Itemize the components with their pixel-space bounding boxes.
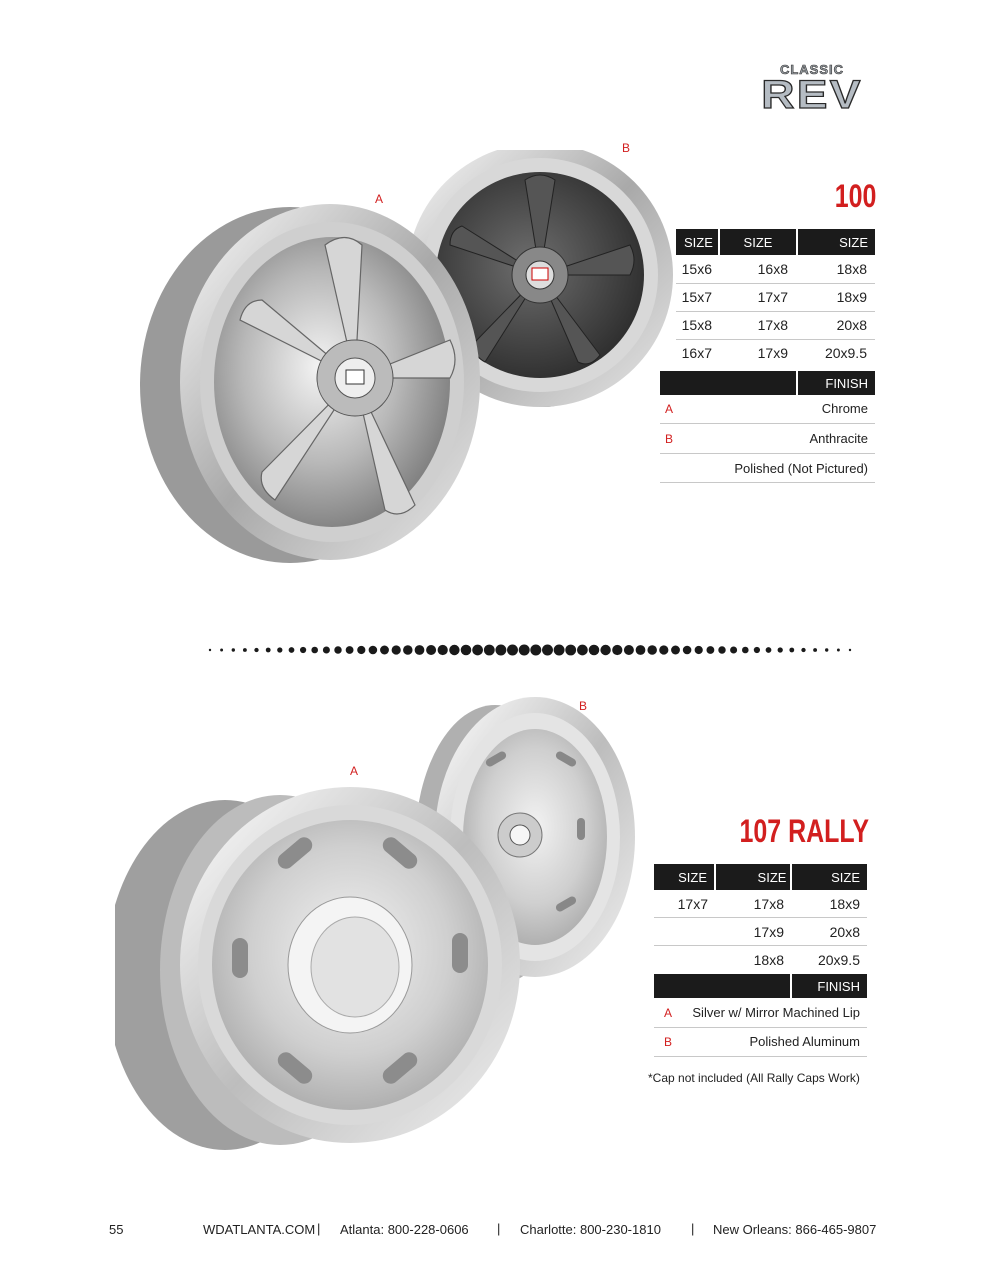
divider-dot [825,648,828,651]
size-header: SIZE [654,864,714,890]
divider-dot [495,645,506,656]
divider-dot [209,649,211,651]
wheel-a-chrome [140,204,480,563]
size-cell: 20x8 [829,924,860,940]
image-label-b: B [622,141,631,155]
size-cell: 17x7 [757,289,788,305]
product-title-107-rally: 107 RALLY [739,813,869,849]
divider-dot [519,645,530,656]
row-divider [676,311,875,312]
footer-atlanta-phone[interactable]: Atlanta: 800-228-0606 [340,1222,469,1237]
size-cell: 15x7 [681,289,712,305]
finish-letter-a: A [664,1006,673,1020]
divider-dot [426,645,436,655]
finish-polished: Polished (Not Pictured) [734,461,868,476]
size-cell: 17x8 [757,317,788,333]
divider-dot [754,647,760,653]
row-divider [654,1056,867,1057]
size-cell: 16x7 [681,345,712,361]
divider-dot [837,649,840,652]
finish-chrome: Chrome [821,401,868,416]
divider-dot [311,647,318,654]
divider-dot [449,645,459,655]
divider-dot [484,645,495,656]
finish-polished-aluminum: Polished Aluminum [749,1034,860,1049]
divider-dot [849,649,851,651]
section-divider [205,640,855,660]
divider-dot [778,647,783,652]
divider-dot [554,645,565,656]
divider-dot [577,645,588,656]
size-header: SIZE [720,229,796,255]
size-cell: 20x8 [836,317,867,333]
divider-dot [472,645,483,656]
divider-dot [357,646,365,654]
size-cell: 15x8 [681,317,712,333]
divider-dot [589,645,600,656]
logo-bottom-text: REV [761,73,863,117]
row-divider [654,1027,867,1028]
divider-dot [334,646,341,653]
size-cell: 17x8 [753,896,784,912]
divider-dot [300,647,306,653]
divider-dot [289,647,295,653]
divider-dot [659,645,668,654]
divider-dot [530,645,541,656]
divider-dot [801,648,805,652]
divider-dot [277,647,282,652]
divider-dot [612,645,622,655]
divider-dot [220,649,223,652]
logo-top-text: CLASSIC [779,62,845,77]
divider-dot [507,645,518,656]
size-cell: 17x9 [753,924,784,940]
size-header: SIZE [798,229,875,255]
wheel-a-silver [115,787,520,1150]
cap-note: *Cap not included (All Rally Caps Work) [648,1071,860,1085]
finish-header: FINISH [798,371,875,395]
size-cell: 16x8 [757,261,788,277]
size-cell: 20x9.5 [817,952,860,968]
divider-dot [636,645,646,655]
image-label-a: A [375,192,384,206]
size-cell: 17x9 [757,345,788,361]
classic-rev-logo [757,62,867,116]
row-divider [654,917,867,918]
size-header: SIZE [792,864,867,890]
size-cell: 17x7 [677,896,708,912]
divider-dot [346,646,354,654]
size-cell: 18x8 [753,952,784,968]
size-header: SIZE [676,229,718,255]
image-label-a: A [350,764,359,778]
finish-letter-b: B [664,1035,673,1049]
divider-dot [718,646,725,653]
size-cell: 18x8 [836,261,867,277]
finish-letter-b: B [665,432,674,446]
size-header: SIZE [716,864,790,890]
divider-dot [243,648,247,652]
divider-dot [647,645,657,655]
divider-dot [730,646,737,653]
divider-dot [266,648,271,653]
finish-letter-a: A [665,402,674,416]
divider-dot [232,648,235,651]
finish-header-blank [660,371,796,395]
footer-separator: | [691,1221,695,1236]
divider-dot [695,646,703,654]
divider-dot [403,645,413,655]
divider-dot [742,647,749,654]
footer-charlotte-phone[interactable]: Charlotte: 800-230-1810 [520,1222,661,1237]
divider-dot [438,645,448,655]
divider-dot [254,648,258,652]
divider-dot [392,645,401,654]
row-divider [676,283,875,284]
divider-dot [380,646,389,655]
divider-dot [671,646,680,655]
divider-dot [369,646,378,655]
finish-header-blank [654,974,790,998]
page-number: 55 [109,1222,124,1237]
divider-dot [415,645,425,655]
size-cell: 18x9 [829,896,860,912]
row-divider [654,945,867,946]
divider-dot [624,645,634,655]
finish-silver-machined-lip: Silver w/ Mirror Machined Lip [692,1005,860,1020]
footer-website[interactable]: WDATLANTA.COM [203,1222,316,1237]
divider-dot [813,648,817,652]
divider-dot [323,646,330,653]
row-divider [676,339,875,340]
product-107-wheel-images [115,695,655,1185]
size-cell: 20x9.5 [824,345,867,361]
footer-new-orleans-phone[interactable]: New Orleans: 866-465-9807 [713,1222,877,1237]
divider-dot [600,645,610,655]
divider-dot [683,646,692,655]
finish-header: FINISH [792,974,867,998]
row-divider [660,423,875,424]
divider-dot [766,647,772,653]
divider-dot [542,645,553,656]
product-100-wheel-images [100,150,680,570]
divider-dot [789,648,794,653]
divider-dot [706,646,714,654]
size-cell: 18x9 [836,289,867,305]
image-label-b: B [579,699,588,713]
row-divider [660,482,875,483]
finish-anthracite: Anthracite [809,431,868,446]
product-title-100: 100 [834,178,876,214]
size-cell: 15x6 [681,261,712,277]
footer-separator: | [317,1221,321,1236]
divider-dot [461,645,472,656]
row-divider [660,453,875,454]
divider-dot [565,645,576,656]
footer-separator: | [497,1221,501,1236]
